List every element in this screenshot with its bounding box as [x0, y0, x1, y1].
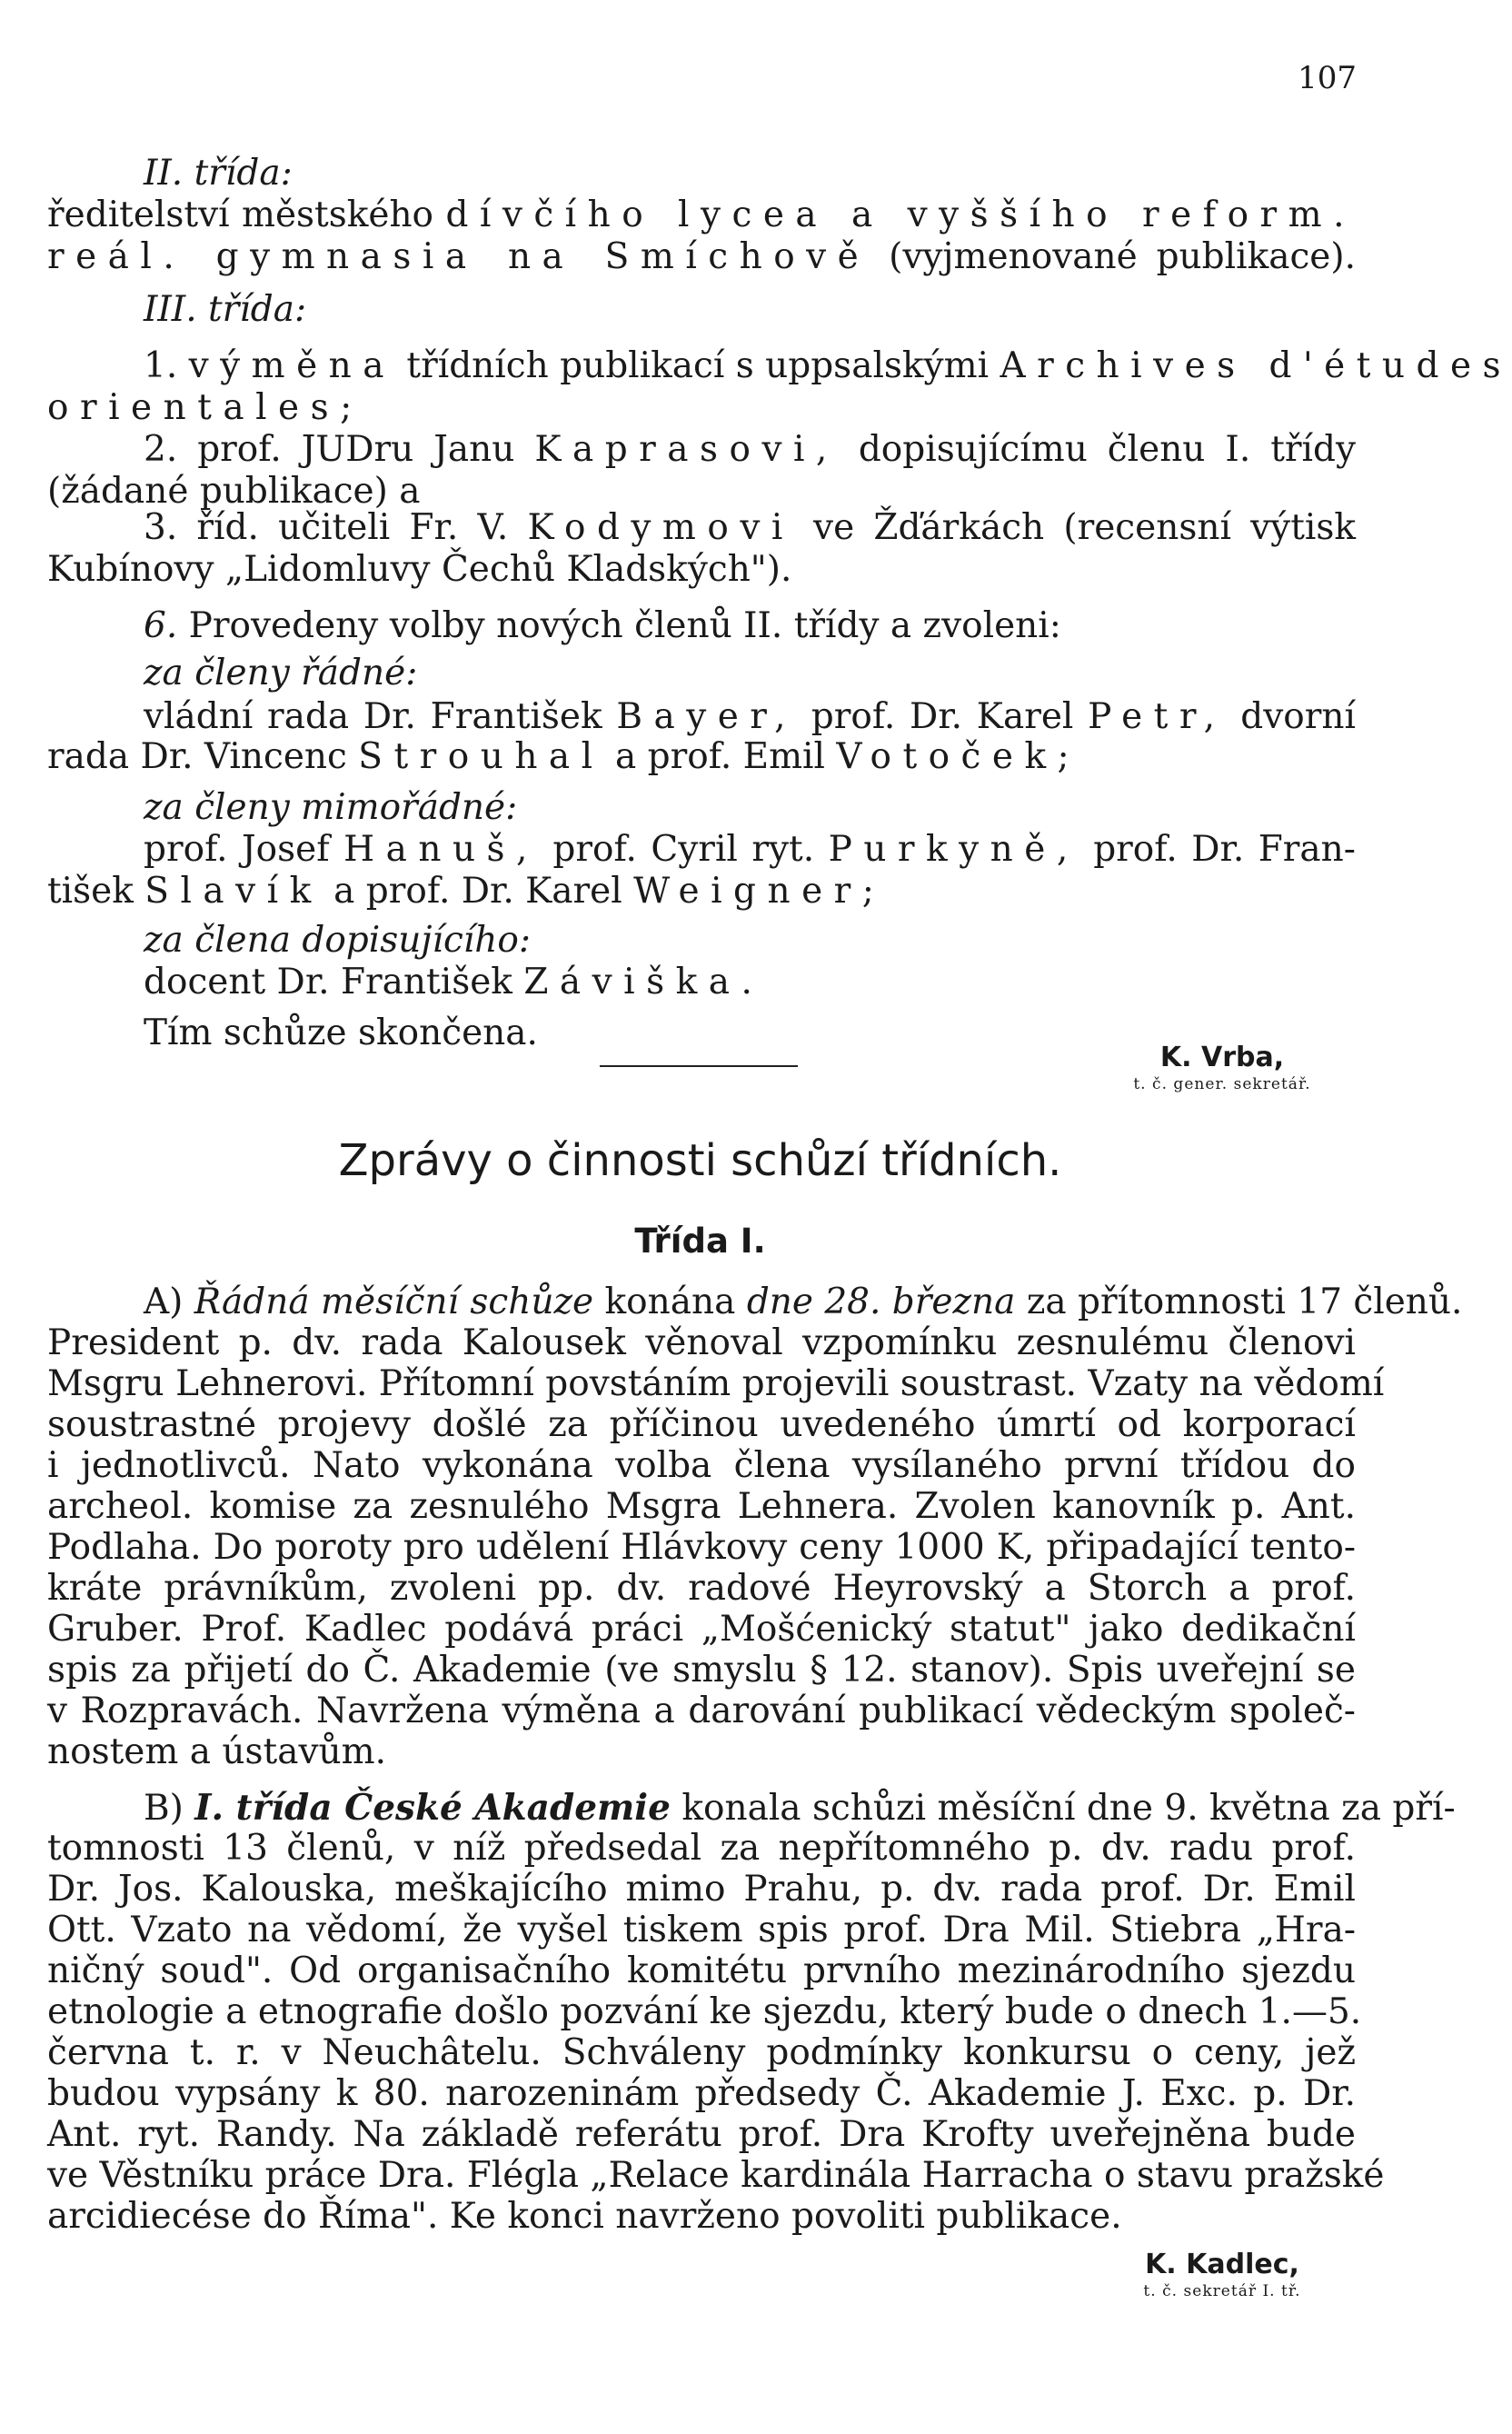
class2-l1-a: ředitelství městského	[47, 195, 434, 235]
paragraph-b-line: Dr. Jos. Kalouska, meškajícího mimo Prahu, p. dv. rada prof. Dr. Emil	[47, 1869, 1356, 1910]
ext-1-b: Hanuš,	[343, 829, 539, 870]
paragraph-a-line: spis za přijetí do Č. Akademie (ve smyslu § 12. stanov). Spis uveřejní se	[47, 1650, 1356, 1691]
signature-name: K. Vrba,	[1159, 1042, 1285, 1073]
paragraph-b-first-line	[144, 1787, 1456, 1830]
class-subheading: Třída I.	[634, 1222, 766, 1261]
closing-line: Tím schůze skončena.	[144, 1013, 538, 1053]
corresponding-member-label: za člena dopisujícího:	[144, 920, 531, 961]
class3-item-3-cont: Kubínovy „Lidomluvy Čechů Kladských").	[47, 549, 792, 590]
para-b-letter: B)	[144, 1788, 184, 1829]
c3-3-b: Kodymovi	[527, 507, 794, 548]
extra-line-2	[47, 871, 1356, 913]
reg-1-c: prof. Dr. Karel	[811, 696, 1074, 737]
para-a-text-1: konána	[604, 1282, 736, 1322]
ext-2-b: Slavík	[144, 871, 323, 912]
paragraph-b-line: Ott. Vzato na vědomí, že vyšel tiskem spis prof. Dra Mil. Stiebra „Hra-	[47, 1910, 1356, 1950]
paragraph-a-line: kráte právníkům, zvoleni pp. dv. radové Heyrovský a Storch a prof.	[47, 1568, 1356, 1609]
paragraph-a-line: v Rozpravách. Navržena výměna a darování publikací vědeckým společ-	[47, 1691, 1356, 1731]
class3-label: III. třída:	[144, 289, 307, 330]
regular-line-1	[144, 696, 1356, 738]
ext-1-d: Purkyně,	[828, 829, 1079, 870]
c3-2-c: dopisujícímu členu I. třídy	[858, 429, 1356, 470]
extra-line-1	[144, 829, 1356, 871]
para-b-bold: I. třída České Akademie	[194, 1787, 671, 1829]
section-divider	[600, 1065, 798, 1067]
reg-1-b: Bayer,	[616, 696, 798, 737]
reg-2-a: rada Dr. Vincenc	[47, 736, 347, 777]
c3-1-e: orientales;	[47, 387, 363, 428]
class3-item-1-cont	[47, 387, 1356, 429]
para-a-letter: A)	[144, 1282, 184, 1322]
paragraph-a-line: i jednotlivců. Nato vykonána volba člena vysílaného první třídou do	[47, 1445, 1356, 1486]
corresponding-line-1	[144, 962, 1356, 1003]
paragraph-a-line: soustrastné projevy došlé za příčinou uvedeného úmrtí od korporací	[47, 1404, 1356, 1445]
extra-members-label: za členy mimořádné:	[144, 787, 518, 828]
c3-2-b: Kaprasovi,	[534, 429, 839, 470]
c3-1-a: 1.	[144, 345, 178, 386]
ext-2-c: a prof. Dr. Karel	[333, 871, 622, 912]
corr-1-b: Záviška.	[523, 962, 764, 1003]
para-a-italic-2: dne 28. března	[746, 1282, 1016, 1322]
paragraph-b-line: Ant. ryt. Randy. Na základě referátu prof. Dra Krofty uveřejněna bude	[47, 2114, 1356, 2155]
paragraph-b-line: etnologie a etnografie došlo pozvání ke sjezdu, který bude o dnech 1.—5.	[47, 1991, 1362, 2032]
class2-l2-b: (vyjmenované publikace).	[889, 236, 1356, 277]
item-6-number: 6.	[144, 605, 178, 646]
c3-3-a: 3. říd. učiteli Fr. V.	[144, 507, 509, 548]
signature-title: t. č. gener. sekretář.	[1133, 1075, 1311, 1093]
regular-members-label: za členy řádné:	[144, 653, 418, 693]
c3-2-a: 2. prof. JUDru Janu	[144, 429, 515, 470]
class3-item-1	[144, 345, 1512, 387]
class2-line-1	[47, 195, 1356, 236]
paragraph-b-line: budou vypsány k 80. narozeninám předsedy Č. Akademie J. Exc. p. Dr.	[47, 2073, 1356, 2114]
page-number: 107	[1298, 60, 1357, 96]
class3-item-2-cont: (žádané publikace) a	[47, 471, 421, 512]
reg-2-d: Votoček;	[836, 736, 1081, 777]
para-a-italic-1: Řádná měsíční schůze	[194, 1282, 594, 1322]
paragraph-a-first-line	[144, 1282, 1463, 1323]
paragraph-b-line: tomnosti 13 členů, v níž předsedal za nepřítomného p. dv. radu prof.	[47, 1828, 1356, 1869]
paragraph-b-line: června t. r. v Neuchâtelu. Schváleny podmínky konkursu o ceny, jež	[47, 2032, 1356, 2073]
reg-1-d: Petr,	[1088, 696, 1227, 737]
paragraph-b-line: ničný soud". Od organisačního komitétu prvního mezinárodního sjezdu	[47, 1950, 1356, 1991]
ext-1-e: prof. Dr. Fran-	[1093, 829, 1356, 870]
item-6-text: Provedeny volby nových členů II. třídy a zvoleni:	[188, 605, 1061, 646]
c3-1-b: výměna	[188, 345, 396, 386]
ext-2-a: tišek	[47, 871, 134, 912]
c3-3-c: ve Žďárkách (recensní výtisk	[813, 507, 1357, 548]
para-a-text-2: za přítomnosti 17 členů.	[1026, 1282, 1463, 1322]
paragraph-a-line: President p. dv. rada Kalousek věnoval vzpomínku zesnulému členovi	[47, 1322, 1356, 1363]
class3-item-3	[144, 507, 1356, 549]
c3-1-c: třídních publikací s uppsalskými	[406, 345, 990, 386]
class2-label: II. třída:	[144, 153, 293, 194]
para-b-text-1: konala schůzi měsíční dne 9. května za pří-	[681, 1788, 1456, 1829]
paragraph-b-last-line: arcidiecése do Říma". Ke konci navrženo povoliti publikace.	[47, 2196, 1122, 2237]
class2-line-2	[47, 236, 1356, 278]
paragraph-a-last-line: nostem a ústavům.	[47, 1731, 386, 1772]
reg-1-a: vládní rada Dr. František	[144, 696, 602, 737]
reg-1-e: dvorní	[1240, 696, 1357, 737]
signature-title: t. č. sekretář I. tř.	[1143, 2282, 1301, 2300]
item-6	[144, 605, 1356, 647]
paragraph-b-line: ve Věstníku práce Dra. Flégla „Relace kardinála Harracha o stavu pražské	[47, 2155, 1385, 2196]
signature-kadlec	[1072, 2249, 1372, 2301]
reg-2-b: Strouhal	[358, 736, 604, 777]
reg-2-c: a prof. Emil	[615, 736, 826, 777]
ext-1-a: prof. Josef	[144, 829, 330, 870]
ext-1-c: prof. Cyril ryt.	[552, 829, 815, 870]
class2-l1-b: dívčího lycea a vyššího reform.	[445, 195, 1356, 235]
regular-line-2	[47, 736, 1356, 778]
signature-vrba	[1072, 1042, 1372, 1094]
paragraph-a-line: Gruber. Prof. Kadlec podává práci „Mošćenický statut" jako dedikační	[47, 1609, 1356, 1650]
paragraph-a-line: Msgru Lehnerovi. Přítomní povstáním projevili soustrast. Vzaty na vědomí	[47, 1363, 1385, 1404]
corr-1-a: docent Dr. František	[144, 962, 512, 1003]
paragraph-a-line: archeol. komise za zesnulého Msgra Lehnera. Zvolen kanovník p. Ant.	[47, 1486, 1356, 1527]
section-heading: Zprávy o činnosti schůzí třídních.	[338, 1135, 1062, 1186]
ext-2-d: Weigner;	[633, 871, 886, 912]
class3-item-2	[144, 429, 1356, 471]
class2-l2-a: reál. gymnasia na Smíchově	[47, 236, 870, 277]
paragraph-a-line: Podlaha. Do poroty pro udělení Hlávkovy ceny 1000 K, připadající tento-	[47, 1527, 1356, 1568]
c3-1-d: Archives d'études	[1000, 345, 1512, 386]
signature-name: K. Kadlec,	[1145, 2249, 1299, 2280]
